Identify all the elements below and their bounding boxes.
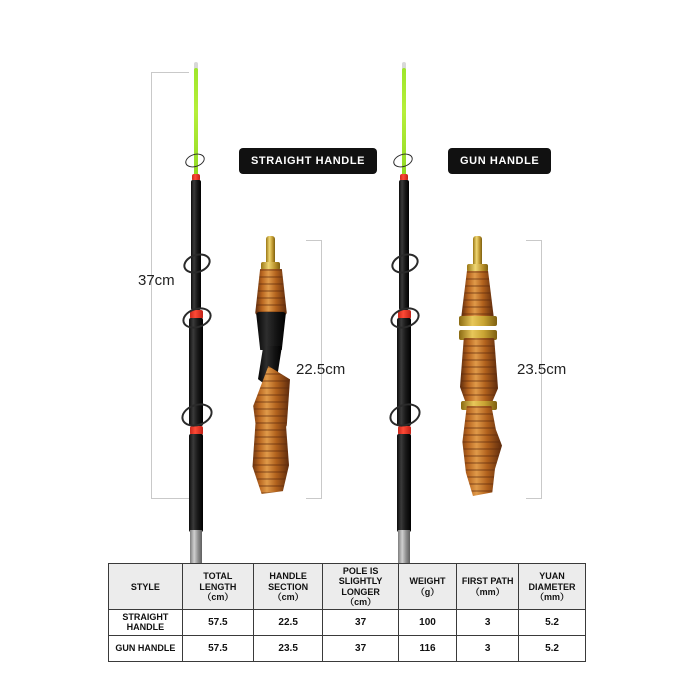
handle-wood-butt — [458, 406, 502, 496]
handle-wood-main-grip — [460, 338, 498, 408]
handle-wood-foregrip — [461, 271, 494, 319]
line-guide-icon — [388, 304, 423, 332]
header-yuan-diameter — [519, 564, 586, 610]
rod-blank-upper — [191, 180, 201, 310]
line-guide-icon — [183, 151, 206, 170]
header-handle-section-name: HANDLE SECTION — [268, 571, 309, 592]
tag-straight-handle — [239, 148, 377, 174]
handle-wood-foregrip — [255, 269, 287, 315]
header-weight-name: WEIGHT — [409, 576, 446, 587]
handle-reel-seat — [256, 312, 286, 350]
rod-blank-upper — [399, 180, 409, 310]
tag-gun-handle-label: GUN HANDLE — [460, 155, 540, 167]
table-row — [109, 636, 586, 662]
line-guide-icon — [391, 151, 414, 170]
header-total-length-name: TOTAL LENGTH — [199, 571, 237, 592]
tag-straight-handle-label: STRAIGHT HANDLE — [251, 155, 366, 167]
header-first-path-name: FIRST PATH — [461, 576, 514, 587]
line-guide-icon — [178, 400, 215, 431]
handle-brass-collar — [467, 264, 488, 272]
line-guide-icon — [389, 250, 422, 277]
header-weight — [398, 564, 457, 610]
header-pole-longer-name: POLE IS SLIGHTLY LONGER — [338, 566, 383, 597]
cell-style: STRAIGHT HANDLE — [109, 610, 183, 636]
header-pole-longer — [323, 564, 398, 610]
cell-pole-longer: 37 — [323, 636, 398, 662]
reel-seat-ring-upper — [459, 316, 497, 326]
dim-23-5cm-tick-top — [526, 240, 542, 241]
dim-23-5cm-label: 23.5cm — [517, 361, 567, 378]
cell-total-length: 57.5 — [182, 610, 253, 636]
header-weight-unit: （g） — [415, 586, 440, 597]
specification-table — [108, 563, 586, 662]
cell-first-path: 3 — [457, 610, 519, 636]
line-guide-icon — [181, 250, 214, 277]
dim-23-5cm-tick-bottom — [526, 498, 542, 499]
header-style — [109, 564, 183, 610]
line-guide-icon — [180, 304, 215, 332]
cell-first-path: 3 — [457, 636, 519, 662]
cell-weight: 100 — [398, 610, 457, 636]
table-row — [109, 610, 586, 636]
header-pole-longer-unit: （cm） — [345, 597, 377, 608]
rod-blank-lower — [397, 434, 411, 532]
header-yuan-diameter-unit: （mm） — [535, 591, 570, 602]
dim-22-5cm-tick-bottom — [306, 498, 322, 499]
line-guide-icon — [386, 400, 423, 431]
dim-22-5cm-tick-top — [306, 240, 322, 241]
cell-handle-section: 22.5 — [253, 610, 323, 636]
tag-gun-handle — [448, 148, 551, 174]
cell-style: GUN HANDLE — [109, 636, 183, 662]
cell-yuan-diameter: 5.2 — [519, 610, 586, 636]
dim-37cm-tick-top — [151, 72, 189, 73]
header-total-length-unit: （cm） — [202, 591, 234, 602]
cell-yuan-diameter: 5.2 — [519, 636, 586, 662]
dim-37cm-tick-bottom — [151, 498, 189, 499]
header-handle-section — [253, 564, 323, 610]
table-header-row — [109, 564, 586, 610]
gun-handle-assembly — [448, 236, 528, 498]
rod-blank-lower — [189, 434, 203, 532]
handle-wood-butt — [251, 422, 289, 494]
cell-total-length: 57.5 — [182, 636, 253, 662]
handle-brass-collar — [261, 262, 280, 270]
header-total-length — [182, 564, 253, 610]
header-style-name: STYLE — [130, 581, 160, 592]
dim-37cm-label: 37cm — [138, 272, 175, 289]
rod-blank-gun — [391, 62, 417, 507]
rod-blank-straight — [183, 62, 209, 507]
cell-pole-longer: 37 — [323, 610, 398, 636]
header-handle-section-unit: （cm） — [272, 591, 304, 602]
header-first-path — [457, 564, 519, 610]
header-first-path-unit: （mm） — [470, 586, 505, 597]
dim-22-5cm-label: 22.5cm — [296, 361, 346, 378]
cell-handle-section: 23.5 — [253, 636, 323, 662]
cell-weight: 116 — [398, 636, 457, 662]
header-yuan-diameter-name: YUAN DIAMETER — [528, 571, 576, 592]
